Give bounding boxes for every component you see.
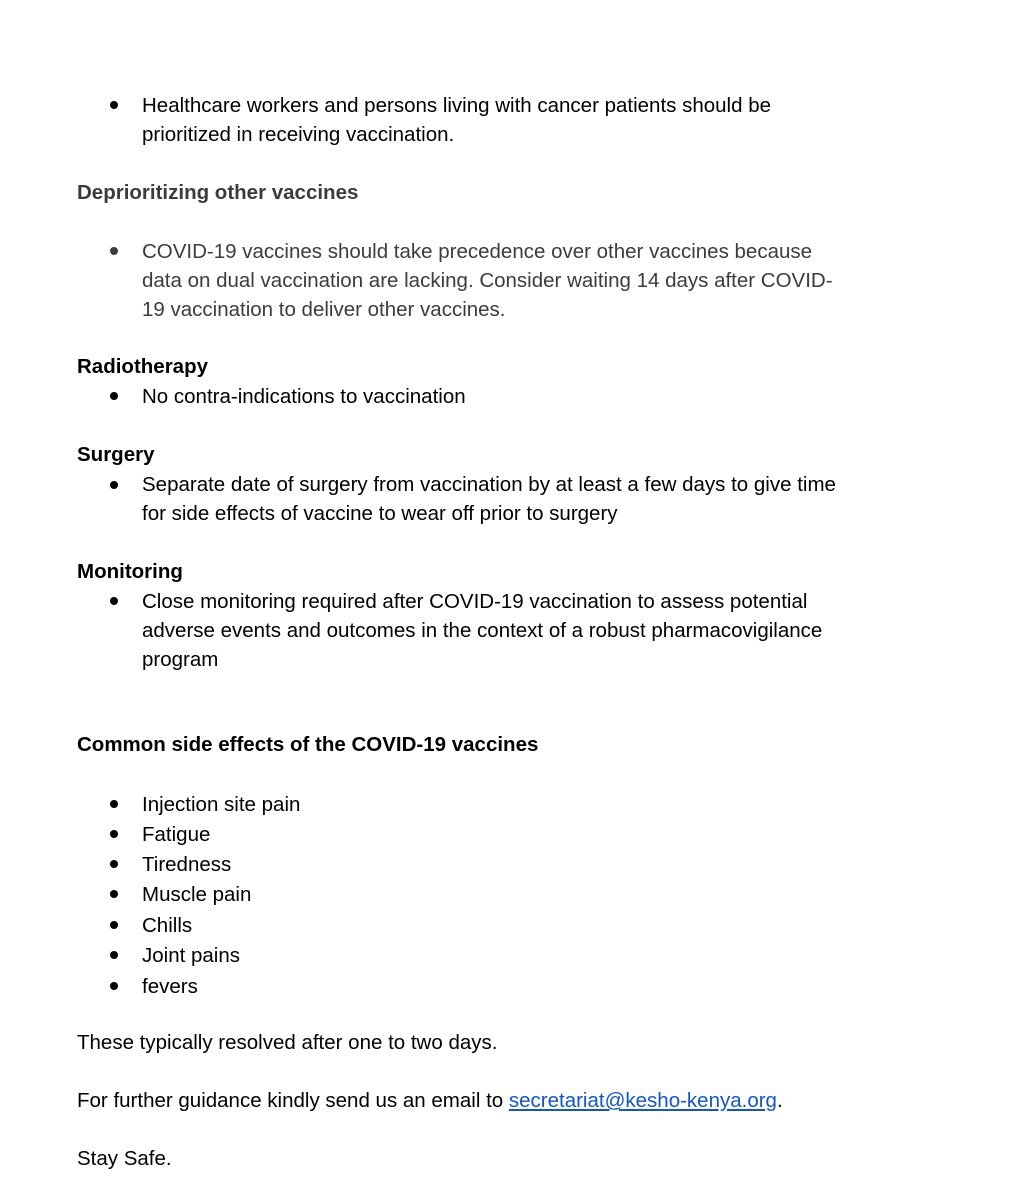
- deprioritizing-bullet-text: [142, 237, 833, 324]
- intro-bullet-line: prioritized in receiving vaccination.: [142, 123, 455, 146]
- side-effect-item: Chills: [142, 914, 193, 937]
- side-effect-item: Muscle pain: [142, 883, 252, 906]
- intro-bullet-text: [142, 91, 771, 149]
- email-link[interactable]: secretariat@kesho-kenya.org: [508, 1089, 777, 1112]
- monitoring-bullet-text: [142, 587, 822, 674]
- monitoring-bullet-dot: [110, 597, 118, 605]
- radiotherapy-heading: Radiotherapy: [77, 355, 208, 378]
- side-effect-item: fevers: [142, 975, 198, 998]
- surgery-bullet-text: [142, 470, 836, 528]
- monitoring-bullet-line: adverse events and outcomes in the context of a robust pharmacovigilance: [142, 619, 823, 642]
- deprioritizing-bullet-line: COVID-19 vaccines should take precedence over other vaccines because: [142, 240, 813, 263]
- side-effects-heading: Common side effects of the COVID-19 vaccines: [77, 733, 539, 756]
- surgery-bullet-line: for side effects of vaccine to wear off prior to surgery: [142, 502, 618, 525]
- surgery-bullet-line: Separate date of surgery from vaccination by at least a few days to give time: [142, 473, 836, 496]
- surgery-heading: Surgery: [77, 443, 155, 466]
- monitoring-bullet-line: program: [142, 648, 219, 671]
- side-effect-item: Fatigue: [142, 823, 211, 846]
- intro-bullet-dot: [110, 101, 118, 109]
- side-effect-bullet-dot: [110, 982, 118, 990]
- deprioritizing-bullet-line: 19 vaccination to deliver other vaccines.: [142, 298, 506, 321]
- monitoring-heading: Monitoring: [77, 560, 183, 583]
- side-effect-item: Tiredness: [142, 853, 232, 876]
- guidance-paragraph: [77, 1086, 783, 1115]
- guidance-suffix: .: [776, 1089, 783, 1112]
- monitoring-bullet-line: Close monitoring required after COVID-19 vaccination to assess potential: [142, 590, 808, 613]
- side-effect-item: Joint pains: [142, 944, 241, 967]
- radiotherapy-bullet-dot: [110, 392, 118, 400]
- deprioritizing-heading: Deprioritizing other vaccines: [77, 181, 359, 204]
- side-effect-bullet-dot: [110, 830, 118, 838]
- side-effect-item: Injection site pain: [142, 793, 301, 816]
- side-effect-bullet-dot: [110, 890, 118, 898]
- radiotherapy-bullet-text: No contra-indications to vaccination: [142, 385, 466, 408]
- deprioritizing-bullet-line: data on dual vaccination are lacking. Consider waiting 14 days after COVID-: [142, 269, 833, 292]
- side-effect-bullet-dot: [110, 800, 118, 808]
- resolution-note: These typically resolved after one to two days.: [77, 1031, 498, 1054]
- surgery-bullet-dot: [110, 481, 118, 489]
- deprioritizing-bullet-dot: [110, 247, 118, 255]
- intro-bullet-line: Healthcare workers and persons living with cancer patients should be: [142, 94, 772, 117]
- side-effect-bullet-dot: [110, 951, 118, 959]
- side-effect-bullet-dot: [110, 921, 118, 929]
- guidance-prefix: For further guidance kindly send us an email to: [77, 1089, 509, 1112]
- closing-text: Stay Safe.: [77, 1147, 172, 1170]
- side-effect-bullet-dot: [110, 860, 118, 868]
